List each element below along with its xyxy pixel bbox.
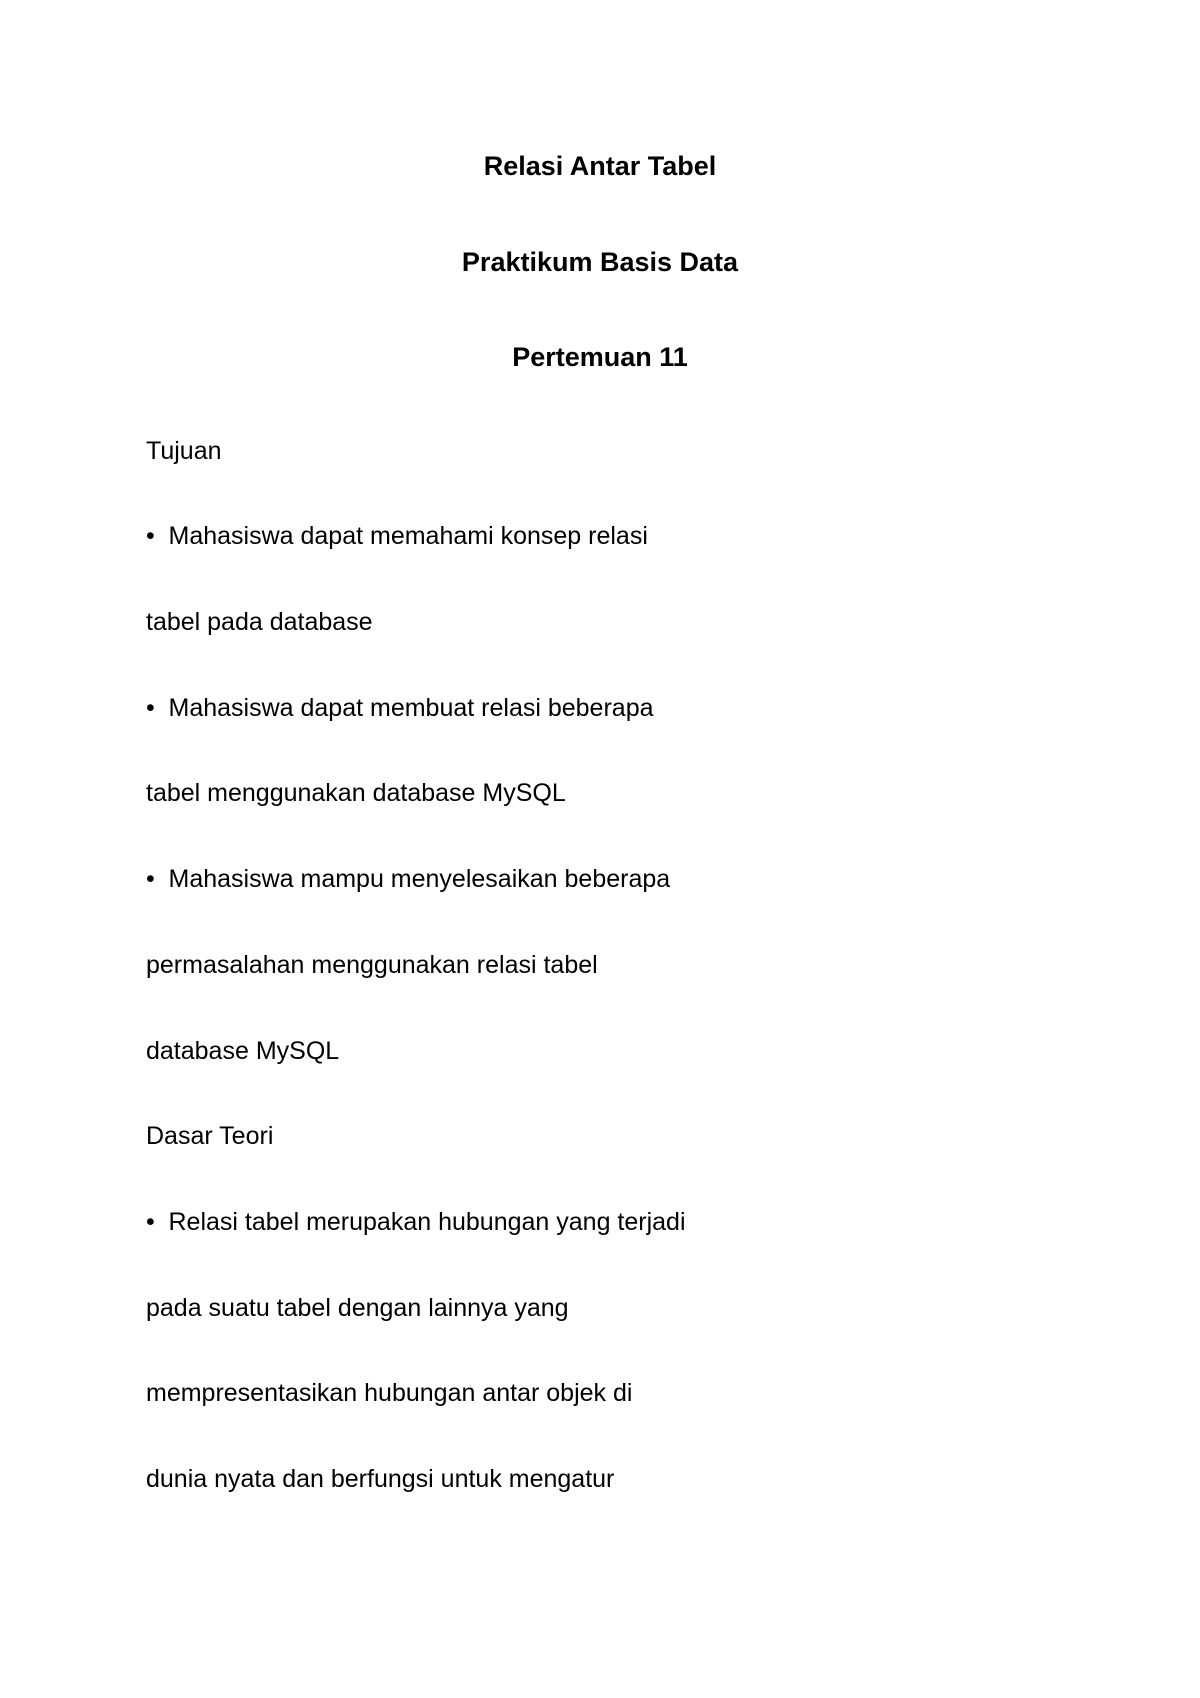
- tujuan-bullet-3-text: Mahasiswa mampu menyelesaikan beberapa: [168, 865, 671, 893]
- bullet-icon: •: [146, 865, 155, 893]
- dasar-teori-bullet-1-text: Relasi tabel merupakan hubungan yang terjadi: [168, 1208, 686, 1236]
- tujuan-bullet-1: [146, 520, 648, 552]
- tujuan-bullet-2-continuation: tabel menggunakan database MySQL: [146, 779, 566, 807]
- tujuan-bullet-1-continuation: tabel pada database: [146, 608, 373, 636]
- meeting-number: Pertemuan 11: [512, 342, 688, 372]
- dasar-teori-bullet-1-continuation-1: pada suatu tabel dengan lainnya yang: [146, 1294, 569, 1322]
- dasar-teori-bullet-1: [146, 1206, 686, 1238]
- bullet-icon: •: [146, 522, 155, 550]
- tujuan-bullet-3-continuation-2: database MySQL: [146, 1037, 340, 1065]
- dasar-teori-bullet-1-continuation-2: mempresentasikan hubungan antar objek di: [146, 1379, 633, 1407]
- section-heading-tujuan: Tujuan: [146, 437, 222, 465]
- tujuan-bullet-1-text: Mahasiswa dapat memahami konsep relasi: [168, 522, 648, 550]
- document-title: Relasi Antar Tabel: [483, 151, 717, 181]
- bullet-icon: •: [146, 694, 155, 722]
- tujuan-bullet-3-continuation-1: permasalahan menggunakan relasi tabel: [146, 951, 598, 979]
- bullet-icon: •: [146, 1208, 155, 1236]
- section-heading-dasar-teori: Dasar Teori: [146, 1122, 274, 1150]
- dasar-teori-bullet-1-continuation-3: dunia nyata dan berfungsi untuk mengatur: [146, 1465, 615, 1493]
- tujuan-bullet-2: [146, 692, 654, 724]
- document-subtitle: Praktikum Basis Data: [461, 247, 739, 277]
- tujuan-bullet-3: [146, 863, 670, 895]
- tujuan-bullet-2-text: Mahasiswa dapat membuat relasi beberapa: [168, 694, 654, 722]
